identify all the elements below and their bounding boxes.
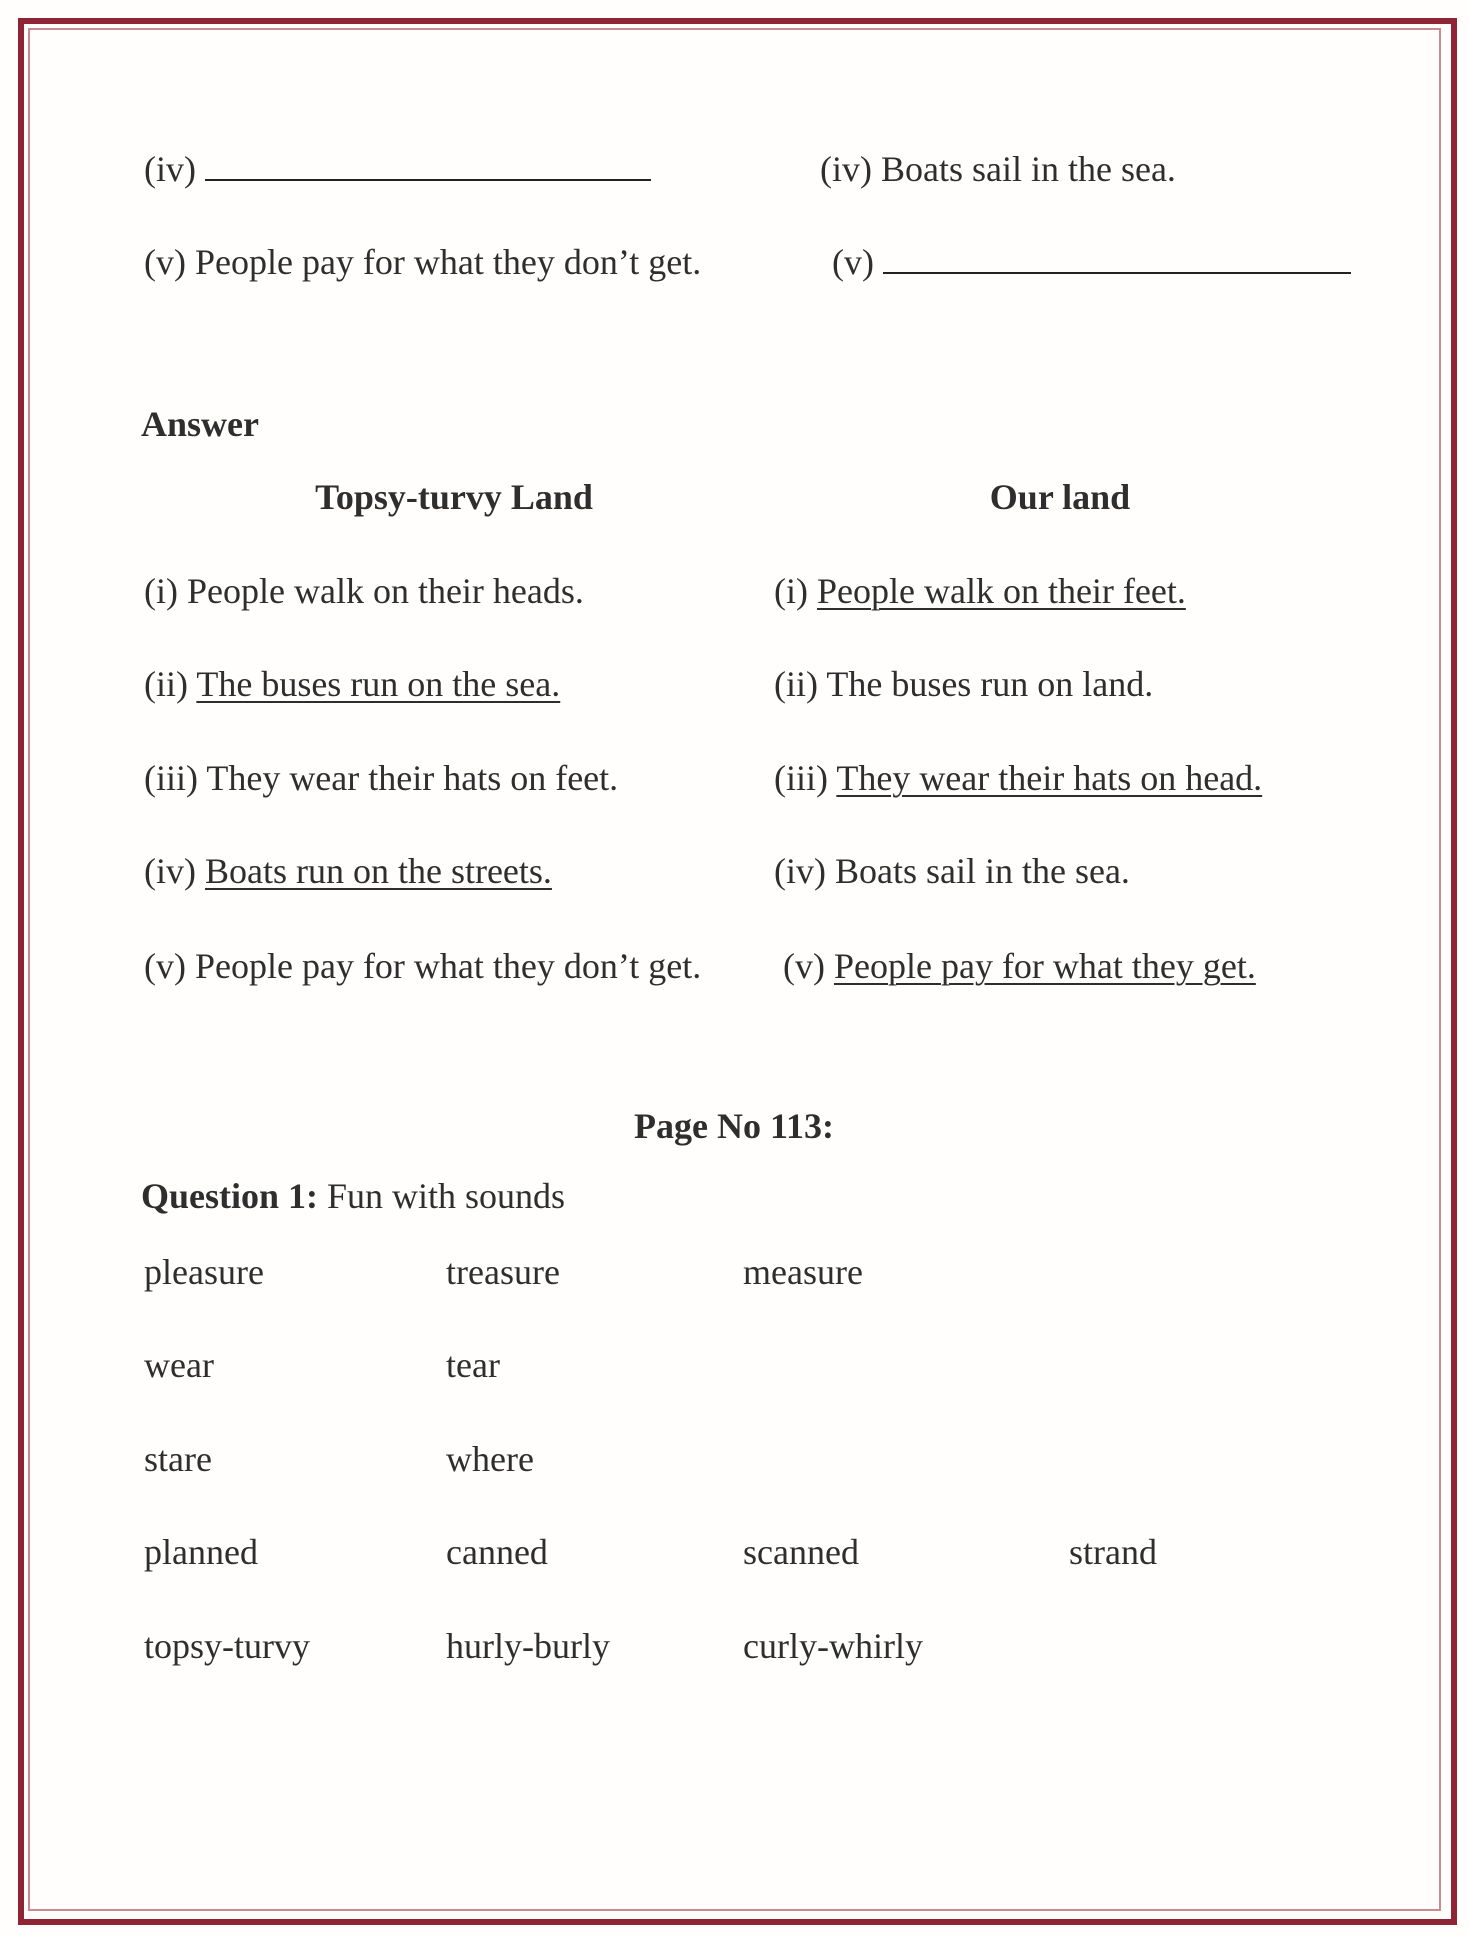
- answer-row-right: (iii) They wear their hats on head.: [774, 758, 1263, 798]
- sound-word: measure: [743, 1252, 863, 1292]
- sound-word: treasure: [446, 1252, 560, 1292]
- sound-word: where: [446, 1439, 534, 1479]
- sound-word: pleasure: [144, 1252, 264, 1292]
- answer-row-right: (ii) The buses run on land.: [774, 664, 1154, 704]
- sound-word: topsy-turvy: [144, 1626, 310, 1666]
- answer-row-right: (i) People walk on their feet.: [774, 571, 1186, 611]
- answer-row-right: (iv) Boats sail in the sea.: [774, 851, 1130, 891]
- exercise-row-v-right: (v): [832, 244, 1351, 280]
- answer-row-right: (v) People pay for what they get.: [783, 946, 1256, 986]
- sound-word: planned: [144, 1532, 258, 1572]
- page-number-heading: Page No 113:: [634, 1106, 834, 1146]
- answer-row-left: (iv) Boats run on the streets.: [144, 851, 552, 891]
- sound-word: tear: [446, 1345, 500, 1385]
- answer-row-left: (i) People walk on their heads.: [144, 571, 584, 611]
- answer-row-left: (ii) The buses run on the sea.: [144, 664, 561, 704]
- sound-word: curly-whirly: [743, 1626, 923, 1666]
- sound-word: hurly-burly: [446, 1626, 610, 1666]
- exercise-row-iv-right: (iv) Boats sail in the sea.: [820, 149, 1176, 189]
- sound-word: canned: [446, 1532, 548, 1572]
- answer-row-left: (v) People pay for what they don’t get.: [144, 946, 702, 986]
- exercise-row-v-left: (v) People pay for what they don’t get.: [144, 242, 702, 282]
- question-1: Question 1: Fun with sounds: [141, 1176, 566, 1216]
- sound-word: scanned: [743, 1532, 859, 1572]
- answer-heading: Answer: [141, 404, 259, 444]
- sound-word: strand: [1069, 1532, 1157, 1572]
- col-header-topsy-turvy: Topsy-turvy Land: [315, 477, 593, 517]
- answer-row-left: (iii) They wear their hats on feet.: [144, 758, 619, 798]
- exercise-row-iv-left: (iv): [144, 151, 651, 187]
- col-header-our-land: Our land: [989, 477, 1131, 517]
- sound-word: stare: [144, 1439, 212, 1479]
- sound-word: wear: [144, 1345, 214, 1385]
